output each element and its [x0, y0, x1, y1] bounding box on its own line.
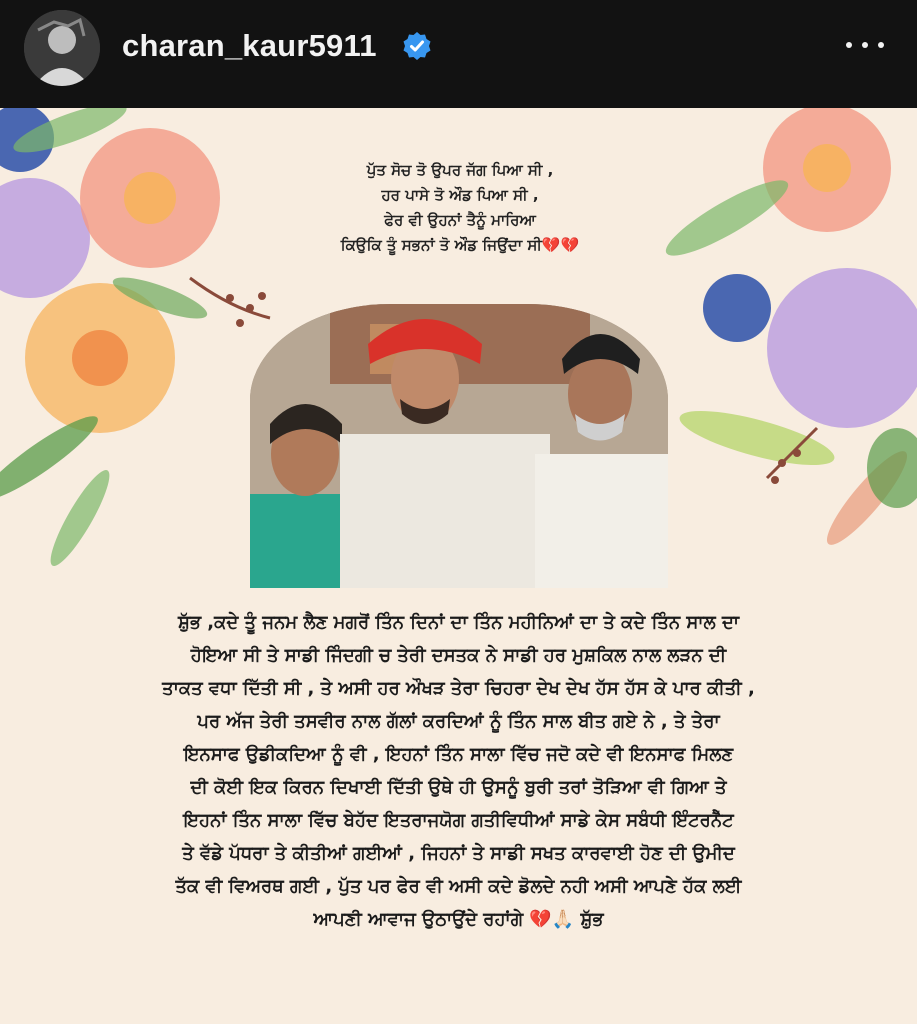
message-line: ਸ਼ੁੱਭ ,ਕਦੇ ਤੂੰ ਜਨਮ ਲੈਣ ਮਗਰੋਂ ਤਿੰਨ ਦਿਨਾਂ ਦਾ ਤਿੰਨ ਮਹੀਨਿਆਂ ਦਾ ਤੇ ਕਦੇ ਤਿੰਨ ਸਾਲ ਦਾ	[177, 612, 740, 633]
message-line: ਆਪਣੀ ਆਵਾਜ ਉਠਾਉਂਦੇ ਰਹਾਂਗੇ 💔🙏🏻 ਸ਼ੁੱਭ	[313, 909, 604, 930]
message-line: ਦੀ ਕੋਈ ਇਕ ਕਿਰਨ ਦਿਖਾਈ ਦਿੱਤੀ ਉਥੇ ਹੀ ਉਸਨੂੰ ਬੁਰੀ ਤਰਾਂ ਤੋੜਿਆ ਵੀ ਗਿਆ ਤੇ	[190, 777, 727, 798]
message-line: ਹੋਇਆ ਸੀ ਤੇ ਸਾਡੀ ਜਿੰਦਗੀ ਚ ਤੇਰੀ ਦਸਤਕ ਨੇ ਸਾਡੀ ਹਰ ਮੁਸ਼ਕਿਲ ਨਾਲ ਲੜਨ ਦੀ	[190, 645, 727, 666]
more-options-icon[interactable]	[840, 30, 890, 60]
verified-badge-icon	[402, 31, 432, 61]
post-image[interactable]	[0, 108, 917, 1024]
message-line: ਇਨਸਾਫ ਉਡੀਕਦਿਆ ਨੂੰ ਵੀ , ਇਹਨਾਂ ਤਿੰਨ ਸਾਲਾ ਵਿੱਚ ਜਦੋ ਕਦੇ ਵੀ ਇਨਸਾਫ ਮਿਲਣ	[183, 744, 734, 765]
poem-line: ਕਿਉਕਿ ਤੂੰ ਸਭਨਾਂ ਤੋ ਔਡ ਜਿਉਂਦਾ ਸੀ💔💔	[340, 236, 580, 254]
family-photo	[250, 304, 668, 588]
poem-text	[280, 158, 640, 258]
message-line: ਤੇ ਵੱਡੇ ਪੱਧਰਾ ਤੇ ਕੀਤੀਆਂ ਗਈਆਂ , ਜਿਹਨਾਂ ਤੇ ਸਾਡੀ ਸਖਤ ਕਾਰਵਾਈ ਹੋਣ ਦੀ ਉਮੀਦ	[182, 843, 735, 864]
poem-line: ਫੇਰ ਵੀ ਉਹਨਾਂ ਤੈਨੂੰ ਮਾਰਿਆ	[384, 211, 536, 229]
message-line: ਪਰ ਅੱਜ ਤੇਰੀ ਤਸਵੀਰ ਨਾਲ ਗੱਲਾਂ ਕਰਦਿਆਂ ਨੂੰ ਤਿੰਨ ਸਾਲ ਬੀਤ ਗਏ ਨੇ , ਤੇ ਤੇਰਾ	[197, 711, 720, 732]
avatar-image	[24, 10, 100, 86]
message-line: ਤਾਕਤ ਵਧਾ ਦਿੱਤੀ ਸੀ , ਤੇ ਅਸੀ ਹਰ ਔਖੜ ਤੇਰਾ ਚਿਹਰਾ ਦੇਖ ਦੇਖ ਹੱਸ ਹੱਸ ਕੇ ਪਾਰ ਕੀਤੀ ,	[162, 678, 755, 699]
message-line: ਇਹਨਾਂ ਤਿੰਨ ਸਾਲਾ ਵਿੱਚ ਬੇਹੱਦ ਇਤਰਾਜਯੋਗ ਗਤੀਵਿਧੀਆਂ ਸਾਡੇ ਕੇਸ ਸਬੰਧੀ ਇੰਟਰਨੈੱਟ	[183, 810, 734, 831]
profile-avatar[interactable]	[24, 10, 100, 86]
poem-line: ਹਰ ਪਾਸੇ ਤੋ ਔਡ ਪਿਆ ਸੀ ,	[381, 186, 539, 204]
family-photo-illustration	[250, 304, 668, 588]
post-header	[0, 0, 917, 108]
message-line: ਤੱਕ ਵੀ ਵਿਅਰਥ ਗਈ , ਪੁੱਤ ਪਰ ਫੇਰ ਵੀ ਅਸੀ ਕਦੇ ਡੋਲਦੇ ਨਹੀ ਅਸੀ ਆਪਣੇ ਹੱਕ ਲਈ	[175, 876, 742, 897]
profile-username[interactable]: charan_kaur5911	[122, 28, 377, 63]
message-text	[30, 606, 887, 936]
poem-line: ਪੁੱਤ ਸੋਚ ਤੋ ਉਪਰ ਜੱਗ ਪਿਆ ਸੀ ,	[366, 161, 554, 179]
